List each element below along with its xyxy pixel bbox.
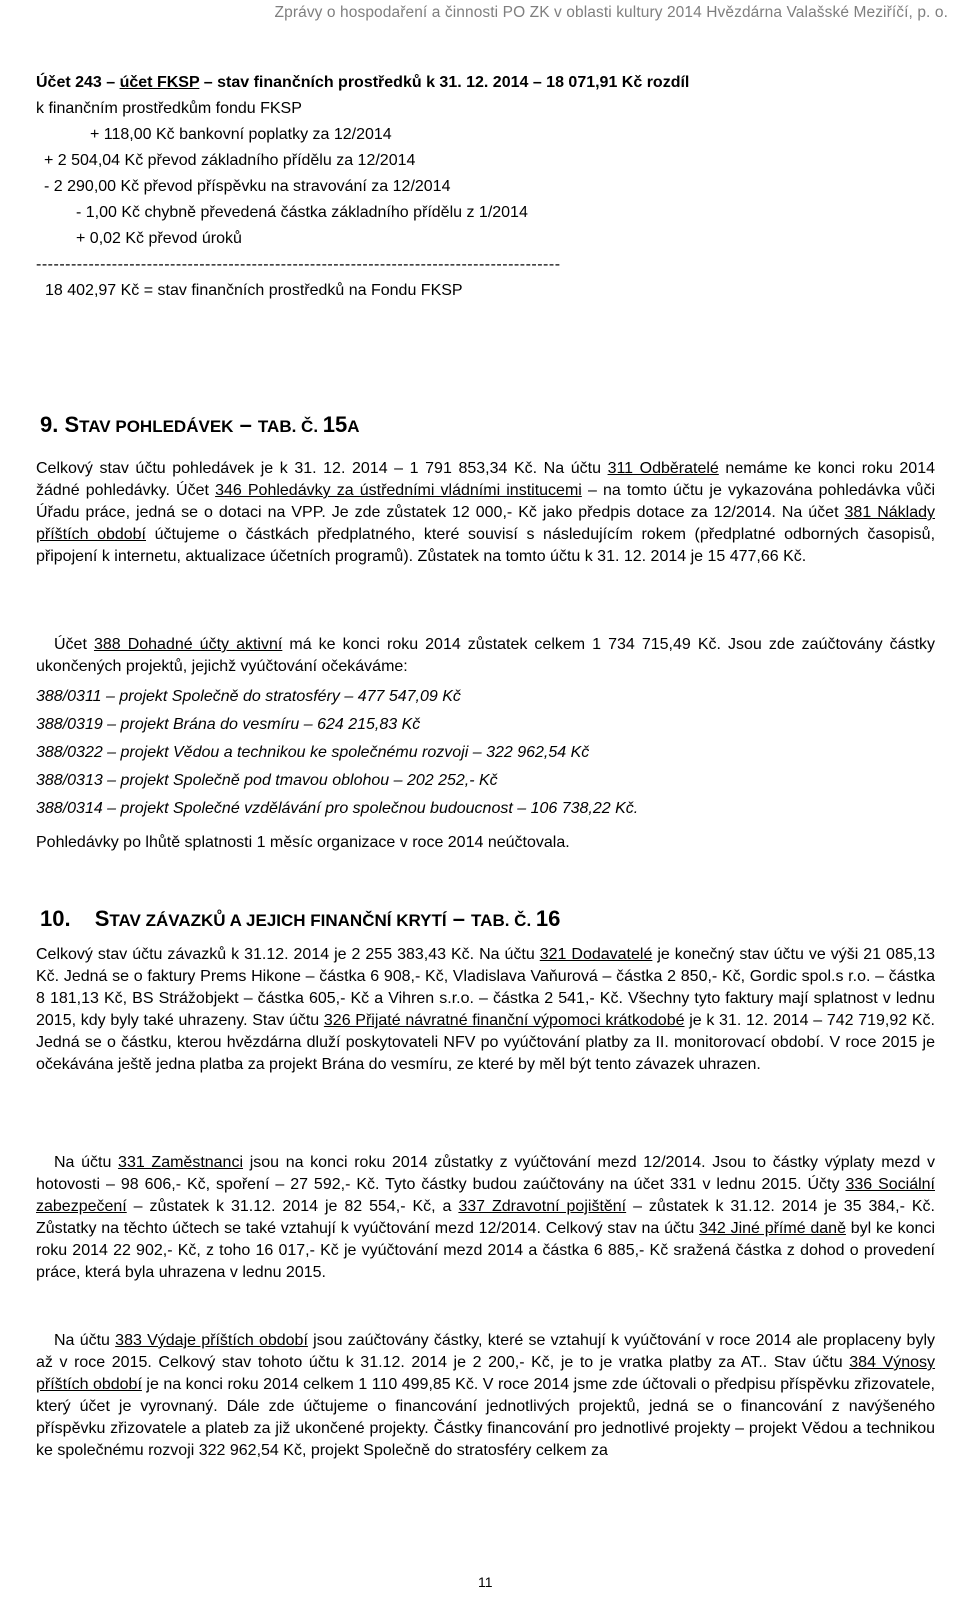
section-9-heading bbox=[40, 412, 360, 438]
fksp-item: - 1,00 Kč chybně převedená částka základního přídělu z 1/2014 bbox=[76, 204, 528, 221]
project-item: 388/0314 – projekt Společné vzdělávání pro společnou budoucnost – 106 738,22 Kč. bbox=[36, 800, 639, 817]
project-item: 388/0322 – projekt Vědou a technikou ke společnému rozvoji – 322 962,54 Kč bbox=[36, 744, 590, 761]
section-10-paragraph-3: Na účtu 383 Výdaje příštích období jsou zaúčtovány částky, které se vztahují k vyúčtování v roce 2014 ale proplaceny byly až v roce 2015. Celkový stav tohoto účtu k 31.12. 2014 je 2 200,- Kč, je to je vratka platby za AT.. Stav účtu 384 Výnosy příštích období je na konci roku 2014 celkem 1 110 499,85 Kč. V roce 2014 jsme zde účtovali o předpisu příspěvku zřizovatele, který účet je vyrovnaný. Dále zde účtujeme o financování jednotlivých projektů, jedná se o financování z navýšeného příspěvku zřizovatele a plateb za již ukončené projekty. Částky financování pro jednotlivé projekty – projekt Vědou a technikou ke společnému rozvoji 322 962,54 Kč, projekt Společně do stratosféry celkem za bbox=[36, 1332, 936, 1459]
section-10-number: 10. bbox=[40, 906, 71, 931]
fksp-line-1 bbox=[36, 70, 936, 96]
project-item: 388/0313 – projekt Společně pod tmavou oblohou – 202 252,- Kč bbox=[36, 772, 498, 789]
fksp-total: 18 402,97 Kč = stav finančních prostředků na Fondu FKSP bbox=[45, 282, 463, 299]
fksp-separator: ------------------------------------------------------------------------------------------ bbox=[36, 256, 561, 273]
section-10-paragraph-1: Celkový stav účtu závazků k 31.12. 2014 je 2 255 383,43 Kč. Na účtu 321 Dodavatelé je konečný stav účtu ve výši 21 085,13 Kč. Jedná se o faktury Prems Hikone – částka 6 908,- Kč, Vladislava Vaňurová – částka 2 850,- Kč, Gordic spol.s r.o. – částka 8 181,13 Kč, BS Strážobjekt – částka 605,- Kč a Vihren s.r.o. – částka 2 541,- Kč. Všechny tyto faktury mají splatnost v lednu 2015, kdy byly také uhrazeny. Stav účtu 326 Přijaté návratné finanční výpomoci krátkodobé je k 31. 12. 2014 – 742 719,92 Kč. Jedná se o částku, kterou hvězdárna dluží poskytovateli NFV po vyúčtování platby za II. monitorovací období. V roce 2015 je očekávána ještě jedna platba za projekt Brána do vesmíru, ze které by měl být tento závazek uhrazen. bbox=[36, 946, 935, 1073]
fksp-item: + 0,02 Kč převod úroků bbox=[76, 230, 242, 247]
project-item: 388/0319 – projekt Brána do vesmíru – 624 215,83 Kč bbox=[36, 716, 421, 733]
section-9-paragraph-2: Účet 388 Dohadné účty aktivní má ke konci roku 2014 zůstatek celkem 1 734 715,49 Kč. Jsou zde zaúčtovány částky ukončených projektů, jejichž vyúčtování očekáváme: bbox=[36, 636, 936, 675]
fksp-line-1-post: – stav finančních prostředků k 31. 12. 2014 – 18 071,91 Kč rozdíl bbox=[199, 74, 690, 91]
fksp-block bbox=[36, 70, 936, 304]
section-10-title: STAV ZÁVAZKŮ A JEJICH FINANČNÍ KRYTÍ – TAB. Č. 16 bbox=[94, 906, 561, 931]
project-item: 388/0311 – projekt Společně do stratosféry – 477 547,09 Kč bbox=[36, 688, 461, 705]
fksp-line-1-pre: Účet 243 – bbox=[36, 74, 120, 91]
section-9-number: 9. bbox=[40, 412, 59, 437]
fksp-line-2: k finančním prostředkům fondu FKSP bbox=[36, 100, 302, 117]
section-10-paragraph-2: Na účtu 331 Zaměstnanci jsou na konci roku 2014 zůstatky z vyúčtování mezd 12/2014. Jsou to částky výplaty mezd v hotovosti – 98 606,- Kč, spoření – 27 592,- Kč. Tyto částky budou zaúčtovány na účet 331 v lednu 2015. Účty 336 Sociální zabezpečení – zůstatek k 31.12. 2014 je 82 554,- Kč, a 337 Zdravotní pojištění – zůstatek k 31.12. 2014 je 35 384,- Kč. Zůstatky na těchto účtech se také vztahují k vyúčtování mezd 12/2014. Celkový stav na účtu 342 Jiné přímé daně byl ke konci roku 2014 22 902,- Kč, z toho 16 017,- Kč je vyúčtování mezd 2014 a částka 6 885,- Kč sražená částka z dohod o provedení práce, která byla uhrazena v lednu 2015. bbox=[36, 1154, 936, 1281]
page-header: Zprávy o hospodaření a činnosti PO ZK v oblasti kultury 2014 Hvězdárna Valašské Meziříčí, p. o. bbox=[274, 4, 948, 21]
fksp-item: - 2 290,00 Kč převod příspěvku na stravování za 12/2014 bbox=[44, 178, 451, 195]
section-9-paragraph-3: Pohledávky po lhůtě splatnosti 1 měsíc organizace v roce 2014 neúčtovala. bbox=[36, 834, 570, 851]
fksp-item: + 2 504,04 Kč převod základního přídělu za 12/2014 bbox=[44, 152, 416, 169]
page-number: 11 bbox=[478, 1574, 493, 1590]
section-9-paragraph-1: Celkový stav účtu pohledávek je k 31. 12. 2014 – 1 791 853,34 Kč. Na účtu 311 Odběratelé nemáme ke konci roku 2014 žádné pohledávky. Účet 346 Pohledávky za ústředními vládními institucemi – na tomto účtu je vykazována pohledávka vůči Úřadu práce, jedná se o dotaci na VPP. Je zde zůstatek 12 000,- Kč jako předpis dotace za 12/2014. Na účet 381 Náklady příštích období účtujeme o částkách předplatného, které souvisí s následujícím rokem (předplatné odborných časopisů, připojení k internetu, aktualizace účetních programů). Zůstatek na tomto účtu k 31. 12. 2014 je 15 477,66 Kč. bbox=[36, 460, 936, 565]
fksp-account-label: účet FKSP bbox=[119, 74, 200, 91]
fksp-item: + 118,00 Kč bankovní poplatky za 12/2014 bbox=[90, 126, 392, 143]
section-10-heading bbox=[40, 906, 560, 932]
section-9-title: STAV POHLEDÁVEK – TAB. Č. 15A bbox=[64, 412, 360, 437]
